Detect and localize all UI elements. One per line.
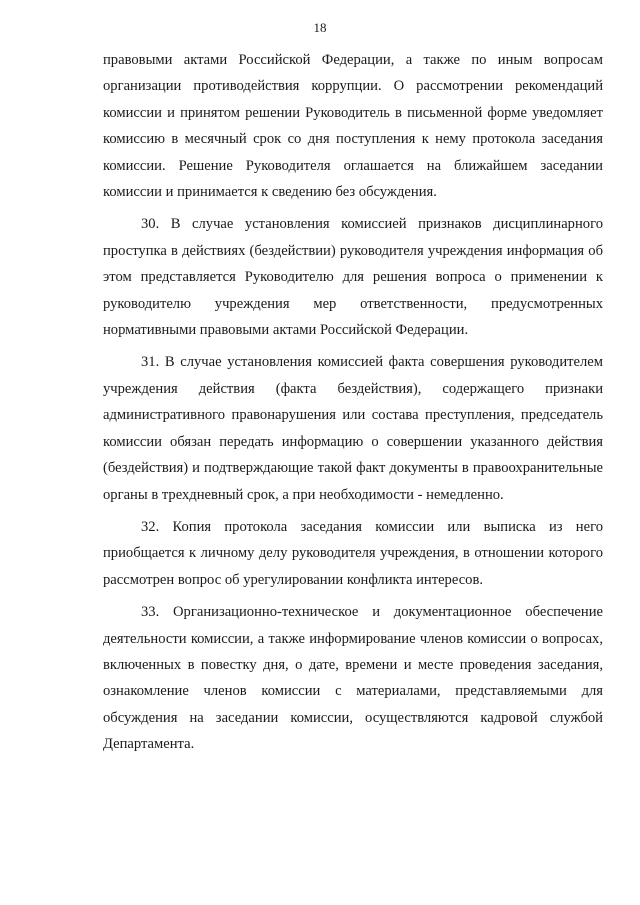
paragraph-33: 33. Организационно-техническое и документационное обеспечение деятельности комиссии, а также информирование членов комиссии о вопросах, включенных в повестку дня, о дате, времени и месте проведения заседания, ознакомление членов комиссии с материалами, представляемыми для обсуждения на заседании комиссии, осуществляются кадровой службой Департамента.	[103, 604, 603, 753]
paragraph-30: 30. В случае установления комиссией признаков дисциплинарного проступка в действиях (бездействии) руководителя учреждения информация об этом представляется Руководителю для решения вопроса о применении к руководителю учреждения мер ответственности, предусмотренных нормативными правовыми актами Российской Федерации.	[103, 216, 603, 339]
page-number: 18	[313, 20, 327, 35]
document-body	[103, 47, 603, 758]
paragraph-32: 32. Копия протокола заседания комиссии или выписка из него приобщается к личному делу руководителя учреждения, в отношении которого рассмотрен вопрос об урегулировании конфликта интересов.	[103, 518, 603, 588]
paragraph-continuation: правовыми актами Российской Федерации, а также по иным вопросам организации противодействия коррупции. О рассмотрении рекомендаций комиссии и принятом решении Руководитель в письменной форме уведомляет комиссию в месячный срок со дня поступления к нему протокола заседания комиссии. Решение Руководителя оглашается на ближайшем заседании комиссии и принимается к сведению без обсуждения.	[103, 52, 603, 201]
paragraph-31: 31. В случае установления комиссией факта совершения руководителем учреждения действия (факта бездействия), содержащего признаки административного правонарушения или состава преступления, председатель комиссии обязан передать информацию о совершении указанного действия (бездействия) и подтверждающие такой факт документы в правоохранительные органы в трехдневный срок, а при необходимости - немедленно.	[103, 354, 603, 503]
